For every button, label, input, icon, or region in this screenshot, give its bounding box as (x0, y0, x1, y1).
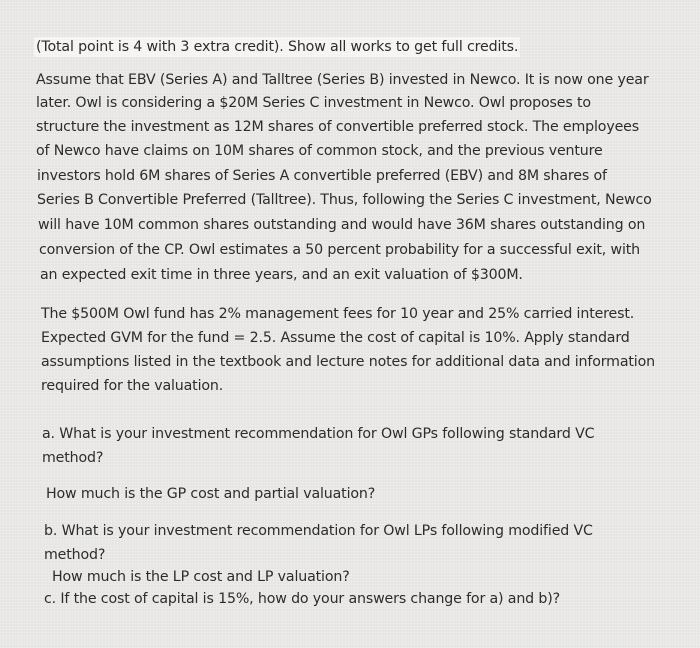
paragraph2-line-3: assumptions listed in the textbook and lecture notes for additional data and information (41, 354, 655, 370)
question-a-subquestion: How much is the GP cost and partial valuation? (46, 486, 376, 502)
paragraph2-line-1: The $500M Owl fund has 2% management fees for 10 year and 25% carried interest. (41, 306, 635, 322)
paragraph2-line-4: required for the valuation. (41, 378, 224, 394)
question-b-subquestion: How much is the LP cost and LP valuation? (52, 569, 350, 585)
question-c-line-1: c. If the cost of capital is 15%, how do your answers change for a) and b)? (44, 591, 561, 607)
paragraph1-line-6: Series B Convertible Preferred (Talltree). Thus, following the Series C investment, Newco (37, 192, 652, 208)
paragraph1-line-5: investors hold 6M shares of Series A convertible preferred (EBV) and 8M shares of (37, 168, 607, 184)
paragraph1-line-7: will have 10M common shares outstanding and would have 36M shares outstanding on (38, 217, 646, 233)
paragraph1-line-3: structure the investment as 12M shares of convertible preferred stock. The employees (36, 119, 639, 135)
paragraph1-line-1: Assume that EBV (Series A) and Talltree (Series B) invested in Newco. It is now one year (36, 72, 649, 88)
question-b-line-2: method? (44, 547, 106, 563)
paragraph1-line-4: of Newco have claims on 10M shares of common stock, and the previous venture (36, 143, 603, 159)
question-b-line-1: b. What is your investment recommendation for Owl LPs following modified VC (44, 523, 593, 539)
paragraph1-line-2: later. Owl is considering a $20M Series C investment in Newco. Owl proposes to (36, 95, 591, 111)
paragraph1-line-8: conversion of the CP. Owl estimates a 50 percent probability for a successful exit, with (39, 242, 641, 258)
paragraph1-line-9: an expected exit time in three years, and an exit valuation of $300M. (40, 267, 523, 283)
question-a-line-1: a. What is your investment recommendation for Owl GPs following standard VC (42, 426, 595, 442)
header-instructions: (Total point is 4 with 3 extra credit). Show all works to get full credits. (36, 39, 519, 55)
question-a-line-2: method? (42, 450, 104, 466)
paragraph2-line-2: Expected GVM for the fund = 2.5. Assume the cost of capital is 10%. Apply standard (41, 330, 630, 346)
